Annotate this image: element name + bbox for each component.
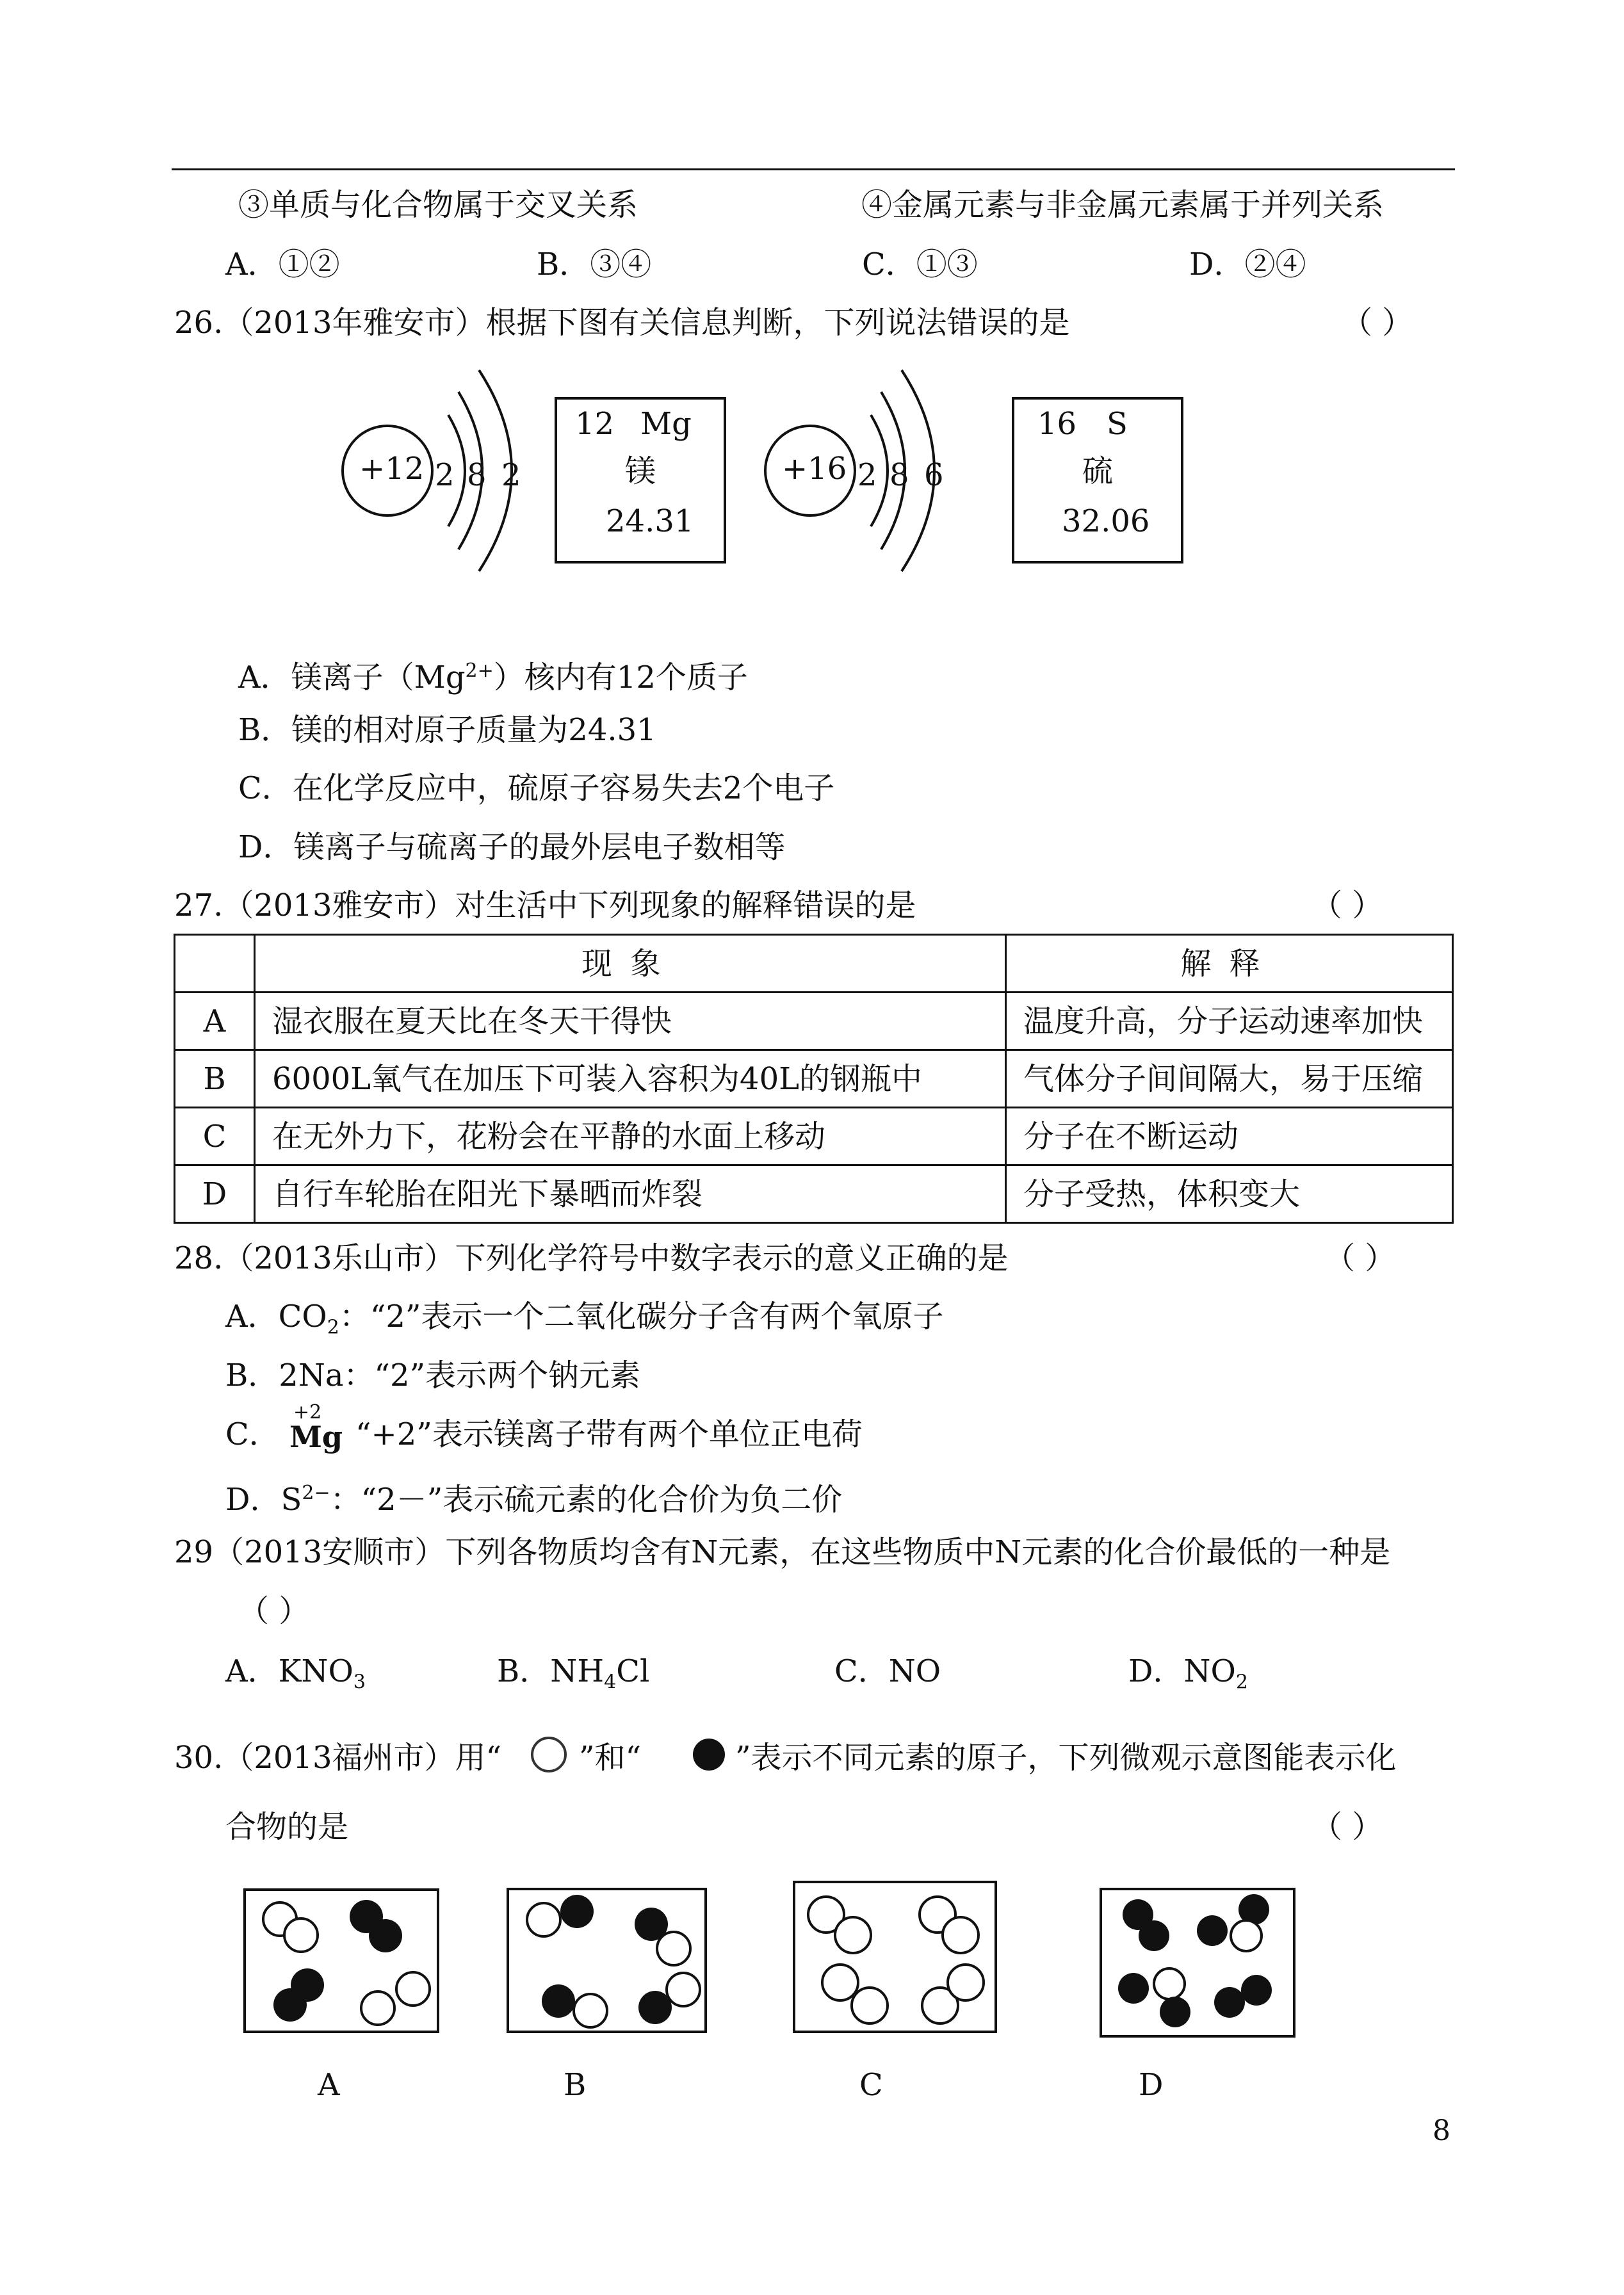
row-explanation: 分子受热，体积变大 <box>1006 1165 1453 1223</box>
q29-stem: 29（2013安顺市）下列各物质均含有N元素，在这些物质中N元素的化合价最低的一种是 <box>174 1534 1391 1570</box>
q26-option-d: D．镁离子与硫离子的最外层电子数相等 <box>238 829 786 865</box>
q29-option-b: B．$NH_4Cl$ <box>497 1653 650 1694</box>
q30-stem-line2: 合物的是 <box>225 1809 349 1845</box>
box-d-label: D <box>1139 2067 1164 2103</box>
row-label: A <box>175 993 255 1050</box>
box-a-molecules <box>263 1900 430 2025</box>
row-phenomenon: 自行车轮胎在阳光下暴晒而炸裂 <box>255 1165 1006 1223</box>
q25-option-d: D．②④ <box>1189 247 1306 282</box>
header-phenomenon: 现象 <box>255 935 1006 993</box>
q29-option-a: A．$KNO_3$ <box>225 1653 366 1694</box>
q30-stem-part2: ”和“ <box>579 1740 642 1776</box>
s-shell-1-count: 2 <box>857 457 877 493</box>
mg-symbol: Mg <box>640 406 692 442</box>
q28-option-d: D．$S^{2-}$：“2－”表示硫元素的化合价为负二价 <box>225 1482 843 1518</box>
q30-stem-part1: 30.（2013福州市）用“ <box>174 1740 502 1776</box>
mg-atomic-mass: 24.31 <box>606 503 694 539</box>
q25-option-a: A．①② <box>225 247 340 282</box>
mg-shell-2-count: 8 <box>467 457 487 493</box>
header-explanation: 解释 <box>1006 935 1453 993</box>
q25-option-c: C．①③ <box>862 247 978 282</box>
q28-option-c-label: C． <box>225 1416 280 1452</box>
black-atom-legend-icon <box>693 1739 725 1771</box>
mg-atomic-number: 12 <box>575 406 615 442</box>
mg-name: 镁 <box>625 453 656 489</box>
row-explanation: 气体分子间间隔大，易于压缩 <box>1006 1050 1453 1108</box>
q25-statement-3: ③单质与化合物属于交叉关系 <box>238 187 638 223</box>
row-phenomenon: 湿衣服在夏天比在冬天干得快 <box>255 993 1006 1050</box>
q26-stem: 26.（2013年雅安市）根据下图有关信息判断，下列说法错误的是 <box>174 305 1070 341</box>
q30-stem-part3: ”表示不同元素的原子，下列微观示意图能表示化 <box>735 1740 1397 1776</box>
q28-option-b: B．2Na：“2”表示两个钠元素 <box>225 1358 641 1393</box>
s-shell-2-count: 8 <box>889 457 909 493</box>
row-phenomenon: 6000L氧气在加压下可装入容积为40L的钢瓶中 <box>255 1050 1006 1108</box>
s-nucleus-charge: +16 <box>782 451 847 487</box>
q30-answer-paren: （ ） <box>1311 1809 1383 1845</box>
q25-option-b: B．③④ <box>537 247 652 282</box>
s-name: 硫 <box>1082 453 1114 489</box>
q28-option-a: A．$CO_2$：“2”表示一个二氧化碳分子含有两个氧原子 <box>225 1299 944 1339</box>
s-atomic-mass: 32.06 <box>1062 503 1150 539</box>
box-b-molecules <box>527 1895 700 2027</box>
row-phenomenon: 在无外力下，花粉会在平静的水面上移动 <box>255 1108 1006 1165</box>
q28-answer-paren: （ ） <box>1324 1240 1396 1276</box>
s-shell-3-count: 6 <box>924 457 944 493</box>
q29-option-c: C．NO <box>834 1653 941 1689</box>
box-b-label: B <box>564 2067 587 2103</box>
box-c-molecules <box>808 1897 984 2023</box>
q28-option-c-valence: +2 <box>293 1401 322 1423</box>
mg-shell-3-count: 2 <box>501 457 521 493</box>
q26-answer-paren: （ ） <box>1342 305 1413 341</box>
q29-option-d: D．$NO_2$ <box>1128 1653 1248 1694</box>
box-c-label: C <box>859 2067 883 2103</box>
white-atom-legend-icon <box>532 1738 565 1771</box>
q26-option-a: A．镁离子$(Mg^{2+})$核内有12个质子 <box>238 660 748 695</box>
box-d-molecules <box>1118 1894 1272 2027</box>
box-a-label: A <box>318 2067 340 2103</box>
mg-shell-1-count: 2 <box>435 457 455 493</box>
row-label: D <box>175 1165 255 1223</box>
row-label: C <box>175 1108 255 1165</box>
q27-answer-paren: （ ） <box>1311 888 1383 923</box>
q29-answer-paren: （ ） <box>238 1593 310 1629</box>
page-number: 8 <box>1433 2114 1450 2147</box>
row-explanation: 温度升高，分子运动速率加快 <box>1006 993 1453 1050</box>
row-label: B <box>175 1050 255 1108</box>
q26-option-b: B．镁的相对原子质量为24.31 <box>238 712 656 748</box>
row-explanation: 分子在不断运动 <box>1006 1108 1453 1165</box>
q28-option-c-symbol: Mg <box>289 1420 343 1454</box>
s-symbol: S <box>1107 406 1128 442</box>
mg-nucleus-charge: +12 <box>359 451 425 487</box>
q28-option-c-text: “+2”表示镁离子带有两个单位正电荷 <box>355 1416 863 1452</box>
q28-stem: 28.（2013乐山市）下列化学符号中数字表示的意义正确的是 <box>174 1240 1009 1276</box>
q27-stem: 27.（2013雅安市）对生活中下列现象的解释错误的是 <box>174 888 916 923</box>
s-atomic-number: 16 <box>1037 406 1077 442</box>
q26-option-c: C．在化学反应中，硫原子容易失去2个电子 <box>238 770 835 806</box>
q25-statement-4: ④金属元素与非金属元素属于并列关系 <box>861 187 1384 223</box>
